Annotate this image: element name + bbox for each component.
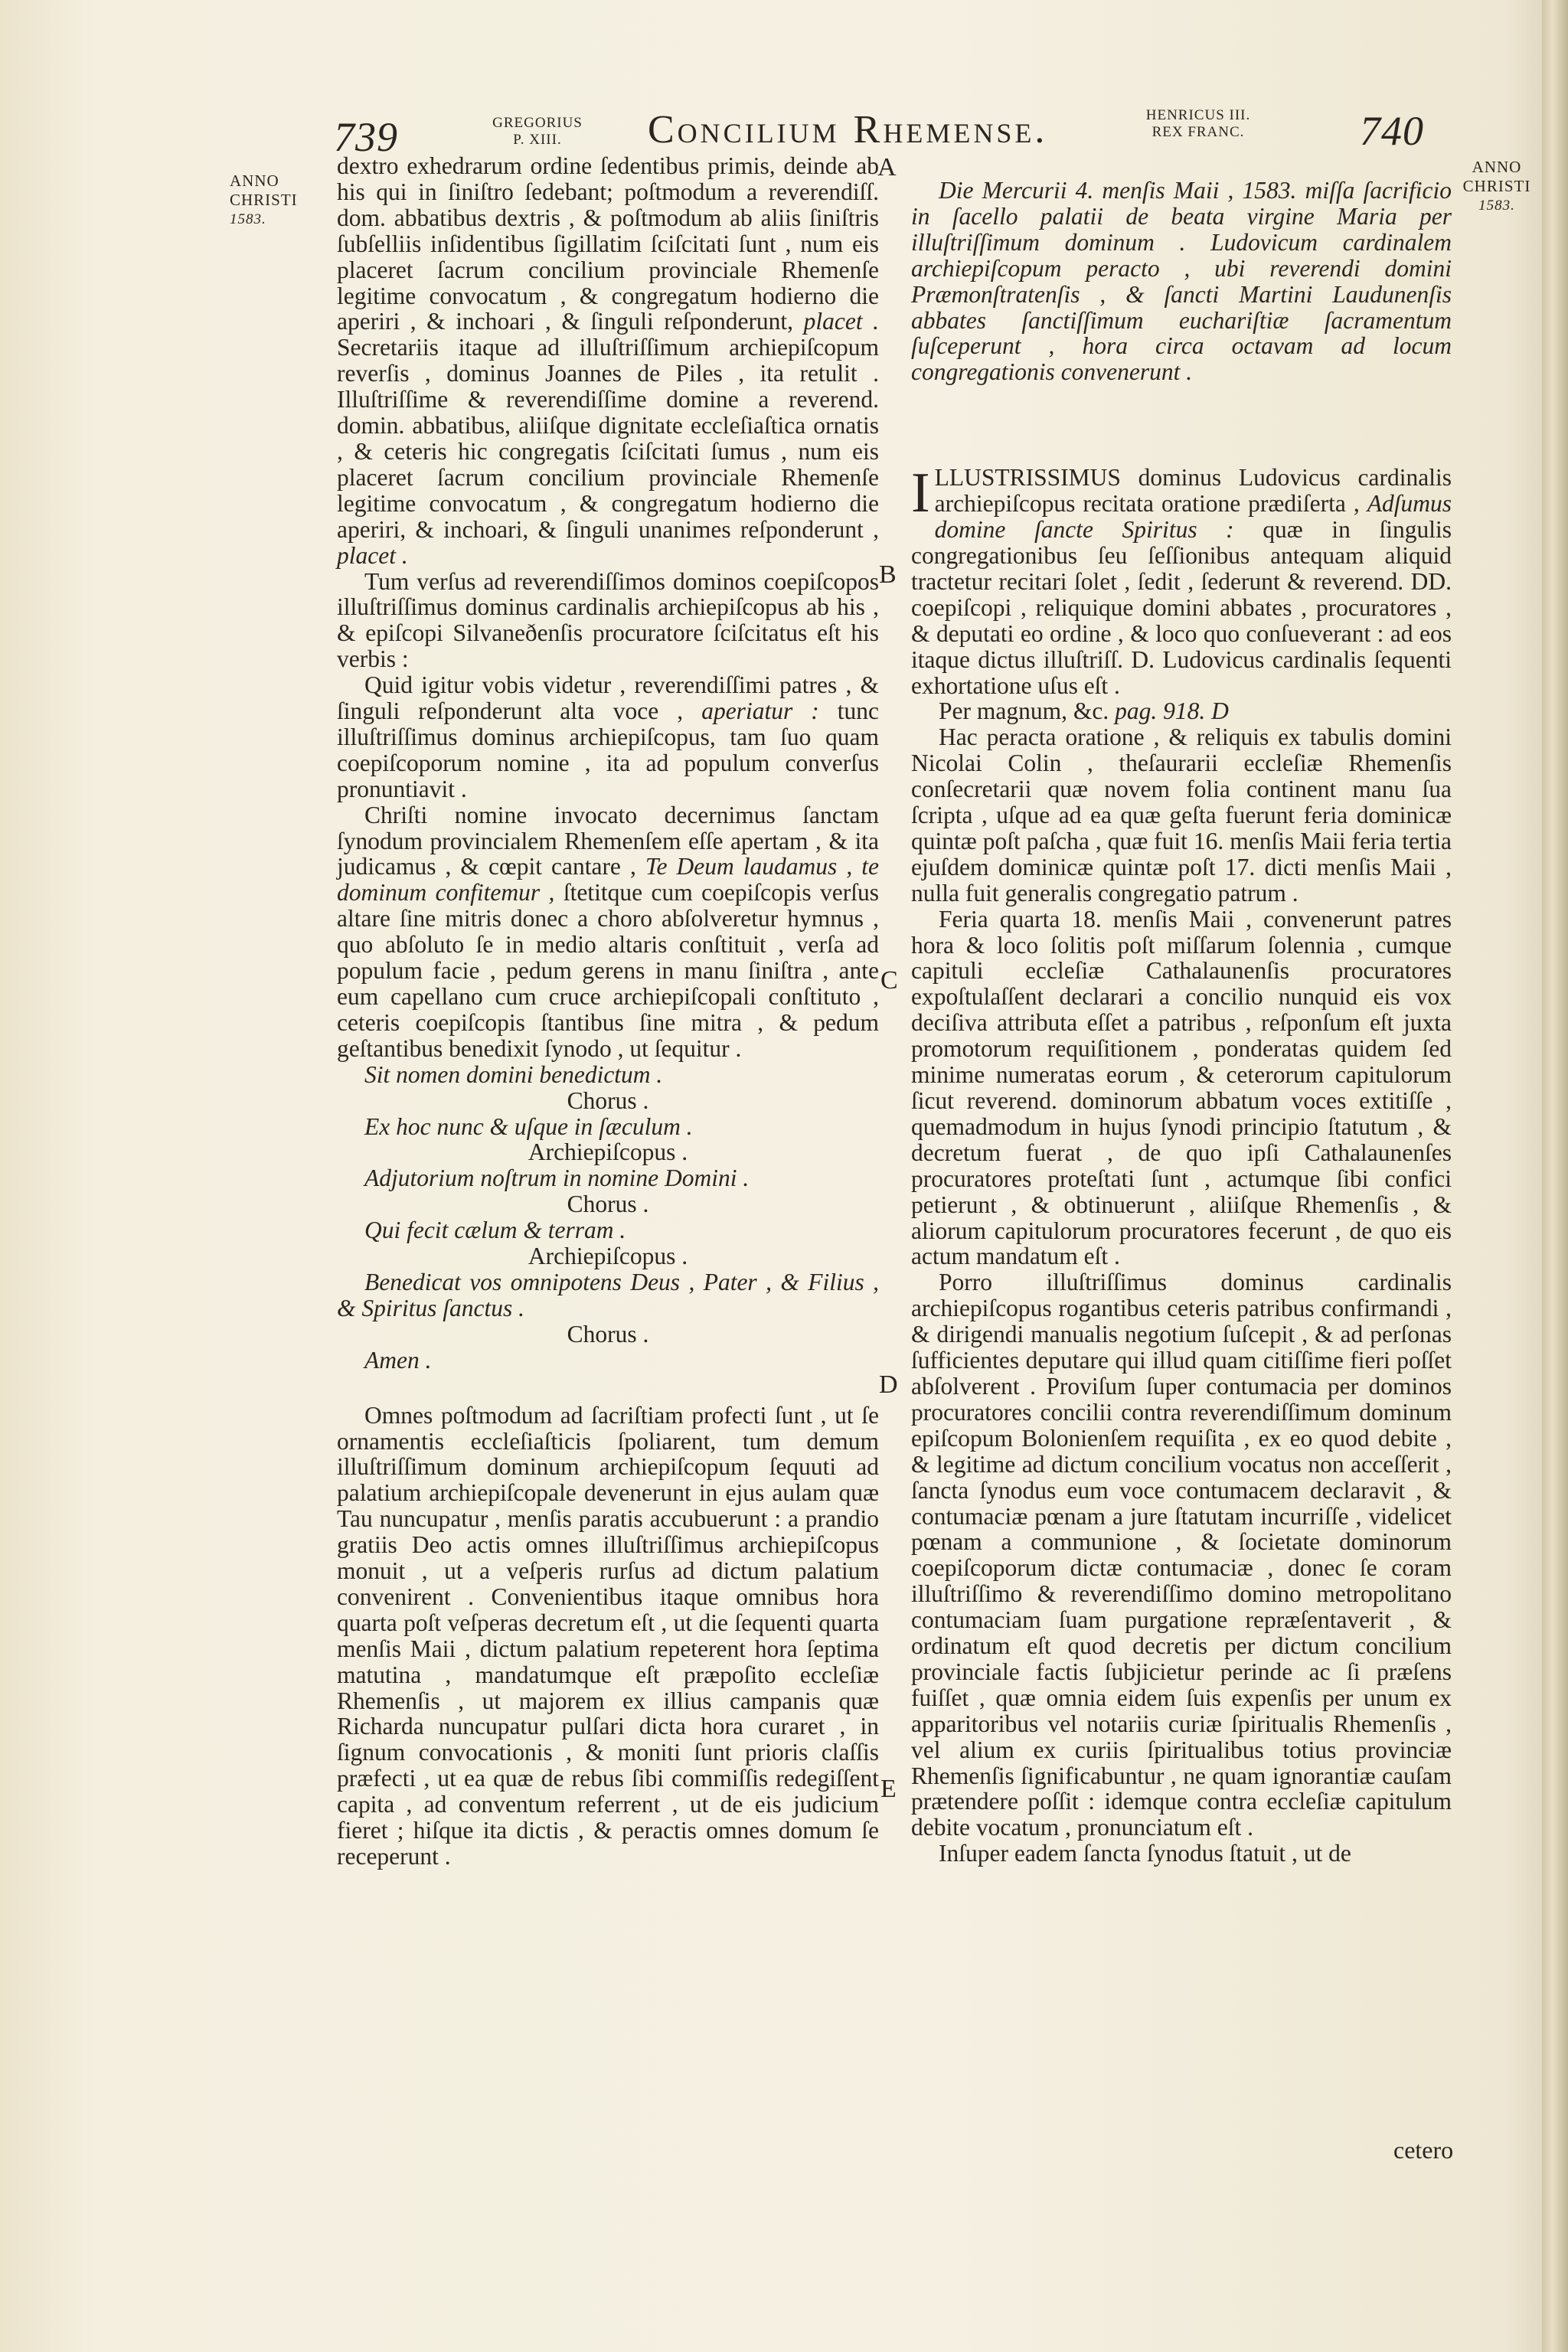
paragraph: Porro illuſtriſſimus dominus cardinalis archiepiſcopus rogantibus ceteris patribus confirmandi , & dirigendi manualis negotium ſuſcepit , & ad perſonas ſufficientes deputare qui illud quam citiſſime fieri poſſet abſolverent . Proviſum ſuper contumacia per dominos procuratores concilii contra reverendiſſimum dominum epiſcopum Bolonienſem requiſita , ex eo quod debite , & legitime ad dictum concilium vocatus non acceſſerit , ſancta ſynodus eum voce contumacem declaravit , & contumaciæ pœnam a jure ſtatutam incurriſſe , videlicet pœnam a communione , & ſocietate dominorum coepiſcoporum dictæ contumaciæ , donec ſe coram illuſtriſſimo & reverendiſſimo domino metropolitano contumaciam ſuam purgatione repræſentaverit , & ordinatum eſt quod decretis per dictum concilium provinciale factis ſubjicietur perinde ac ſi præſens fuiſſet , quæ omnia eidem ſuis expenſis per unum ex apparitoribus vel notariis curiæ ſpiritualis Rhemenſis , vel alium ex curiis ſpiritualibus totius provinciæ Rhemenſis ſignificabuntur , ne quam ignorantiæ cauſam prætendere poſſit : idemque contra eccleſiæ capitulum debite vocatum , pronunciatum eſt . [911,1269,1452,1841]
versicle: Qui fecit cælum & terram . [364,1217,626,1244]
paragraph: Quid igitur vobis videtur , reverendiſſimi patres , & ſinguli reſponderunt alta voce , aperiatur : tunc illuſtriſſimus dominus archiepiſcopus, tam ſuo quam coepiſcoporum nomine , ita ad populum converſus pronuntiavit . [337,671,880,802]
right-running-head: HENRICUS III. REX FRANC. [1145,107,1251,140]
response-label: Chorus . [567,1320,649,1348]
left-running-head: GREGORIUS P. XIII. [492,115,583,148]
page-title: Concilium Rhemense. [648,108,1048,152]
versicle: Ex hoc nunc & uſque in ſæculum . [364,1112,693,1140]
section-letter-c: C [880,966,898,995]
paragraph: Per magnum, &c. pag. 918. D [939,697,1229,725]
response-label: Archiepiſcopus . [528,1138,688,1166]
left-column [337,153,879,1870]
catchword: cetero [1393,2136,1454,2164]
response-label: Chorus . [567,1191,649,1218]
section-letter-e: E [880,1775,897,1803]
right-page-number: 740 [1360,108,1424,154]
paragraph: dextro exhedrarum ordine ſedentibus primis, deinde ab his qui in ſiniſtro ſedebant; poſtmodum a reverendiſſ. dom. abbatibus dextris , & poſtmodum ab aliis ſiniſtris ſubſelliis inſidentibus ſigillatim ſciſcitati ſunt , num eis placeret ſacrum concilium provinciale Rhemenſe legitime convocatum , & congregatum hodierno die aperiri , & inchoari , & ſinguli reſponderunt, placet . Secretariis itaque ad illuſtriſſimum archiepiſcopum reverſis , dominus Joannes de Piles , ita retulit . Illuſtriſſime & reverendiſſime domine a reverend. domin. abbatibus, aliiſque dignitate eccleſiaſtica ornatis , & ceteris hic congregatis ſciſcitati ſumus , num eis placeret ſacrum concilium provinciale Rhemenſe legitime convocatum , & congregatum hodierno die aperiri, & inchoari, & ſinguli unanimes reſponderunt , placet . [337,152,879,569]
paragraph: Inſuper eadem ſancta ſynodus ſtatuit , ut de [939,1840,1351,1867]
margin-note-left: ANNO CHRISTI 1583. [230,172,298,227]
margin-note-right: ANNO CHRISTI 1583. [1462,158,1531,214]
paragraph: Tum verſus ad reverendiſſimos dominos coepiſcopos illuſtriſſimus dominus cardinalis archiepiſcopus ab his , & epiſcopi Silvaneðenſis procuratore ſciſcitatus eſt his verbis : [337,567,879,673]
paragraph: Hac peracta oratione , & reliquis ex tabulis domini Nicolai Colin , theſaurarii eccleſiæ Rhemenſis conſecretarii quæ novem folia continent manu ſua ſcripta , uſque ad ea quæ geſta fuerunt feria dominicæ quintæ poſt paſcha , quæ fuit 16. menſis Maii feria tertia ejuſdem dominicæ quintæ poſt 17. dicti menſis Maii , nulla fuit generalis congregatio patrum . [911,724,1452,906]
page-edge [1542,0,1568,2352]
paragraph: Feria quarta 18. menſis Maii , convenerunt patres hora & loco ſolitis poſt miſſarum ſolennia , cumque capituli eccleſiæ Cathalaunenſis procuratores expoſtulaſſent declarari a concilio nunquid eis vox deciſiva attributa eſſet a patribus , reſponſum eſt juxta promotorum requiſitionem , ponderatas quidem ſed minime numeratas eorum , & ceterorum capitulorum ſicut reverend. dominorum abbatum voces extitiſſe , quemadmodum in hujus ſynodi principio ſtatutum , & decretum fuerat , de quo ipſi Cathalaunenſes procuratores proteſtati ſunt , actumque ſibi confici petierunt , & obtinuerunt , aliiſque Rhemenſis , & aliorum capitulorum procuratores fecerunt , de quo eis actum mandatum eſt . [911,905,1452,1270]
paragraph: ILLUSTRISSIMUS dominus Ludovicus cardinalis archiepiſcopus recitata oratione prædiſerta , Adſumus domine ſancte Spiritus : quæ in ſingulis congregationibus ſeu ſeſſionibus antequam aliquid tractetur recitari ſolet , ſedit , ſederunt & reverend. DD. coepiſcopi , reliquique domini abbates , procuratores , & deputati eo ordine , & loco quo conſueverant : ad eos itaque dictus illuſtriſſ. D. Ludovicus cardinalis ſequenti exhortatione uſus eſt . [911,462,1452,699]
versicle: Sit nomen domini benedictum . [364,1060,663,1088]
paragraph: Chriſti nomine invocato decernimus ſanctam ſynodum provincialem Rhemenſem eſſe apertam , & ita judicamus , & cœpit cantare , Te Deum laudamus , te dominum confitemur , ſtetitque cum coepiſcopis verſus altare ſine mitris donec a choro abſolveretur hymnus , quo abſoluto ſe in medio altaris conſtituit , verſa ad populum facie , pedum gerens in manu ſiniſtra , ante eum capellano cum cruce archiepiſcopali conſtituto , ceteris coepiſcopis ſtantibus ſine mitra , & pedum geſtantibus benedixit ſynodo , ut ſequitur . [337,801,880,1062]
paragraph: Omnes poſtmodum ad ſacriſtiam profecti ſunt , ut ſe ornamentis eccleſiaſticis ſpoliarent, tum demum illuſtriſſimum dominum archiepiſcopum ſequuti ad palatium archiepiſcopale devenerunt in ejus aulam quæ Tau nuncupatur , menſis paratis accubuerunt : a prandio gratiis Deo actis omnes illuſtriſſimus archiepiſcopus monuit , ut a veſperis rurſus ad dictum palatium convenirent . Convenientibus itaque omnibus hora quarta poſt veſperas decretum eſt , ut die ſequenti quarta menſis Maii , dictum palatium repeterent hora ſeptima matutina , mandatumque eſt præpoſito eccleſiæ Rhemenſis , ut majorem ex illius campanis quæ Richarda nuncupatur pulſari dicta hora curaret , in ſignum convocationis , & moniti ſunt prioris claſſis præfecti , ut ea quæ de rebus ſibi commiſſis redegiſſent capita , ad conventum referrent , ut de eis judicium fieret ; hiſque ita dictis , & peractis omnes domum ſe receperunt . [337,1401,879,1870]
versicle: Benedicat vos omnipotens Deus , Pater , & Filius , & Spiritus ſanctus . [337,1268,879,1321]
section-letter-a: A [877,153,897,181]
session-heading: Die Mercurii 4. menſis Maii , 1583. miſſa ſacrificio in ſacello palatii de beata virgine Maria per illuſtriſſimum dominum . Ludovicum cardinalem archiepiſcopum peracto , ubi reverendi domini Præmonſtratenſis , & ſancti Martini Laudunenſis abbates ſanctiſſimum euchariſtiæ ſacramentum ſuſceperunt , hora circa octavam ad locum congregationis convenerunt . [911,177,1452,386]
versicle: Adjutorium noſtrum in nomine Domini . [364,1165,750,1192]
section-letter-b: B [879,560,897,589]
section-letter-d: D [879,1370,898,1399]
drop-cap: I [911,462,930,525]
response-label: Archiepiſcopus . [528,1243,688,1270]
versicle: Amen . [364,1346,432,1374]
response-label: Chorus . [567,1086,649,1114]
left-page-number: 739 [334,114,398,160]
right-column [911,178,1452,1867]
